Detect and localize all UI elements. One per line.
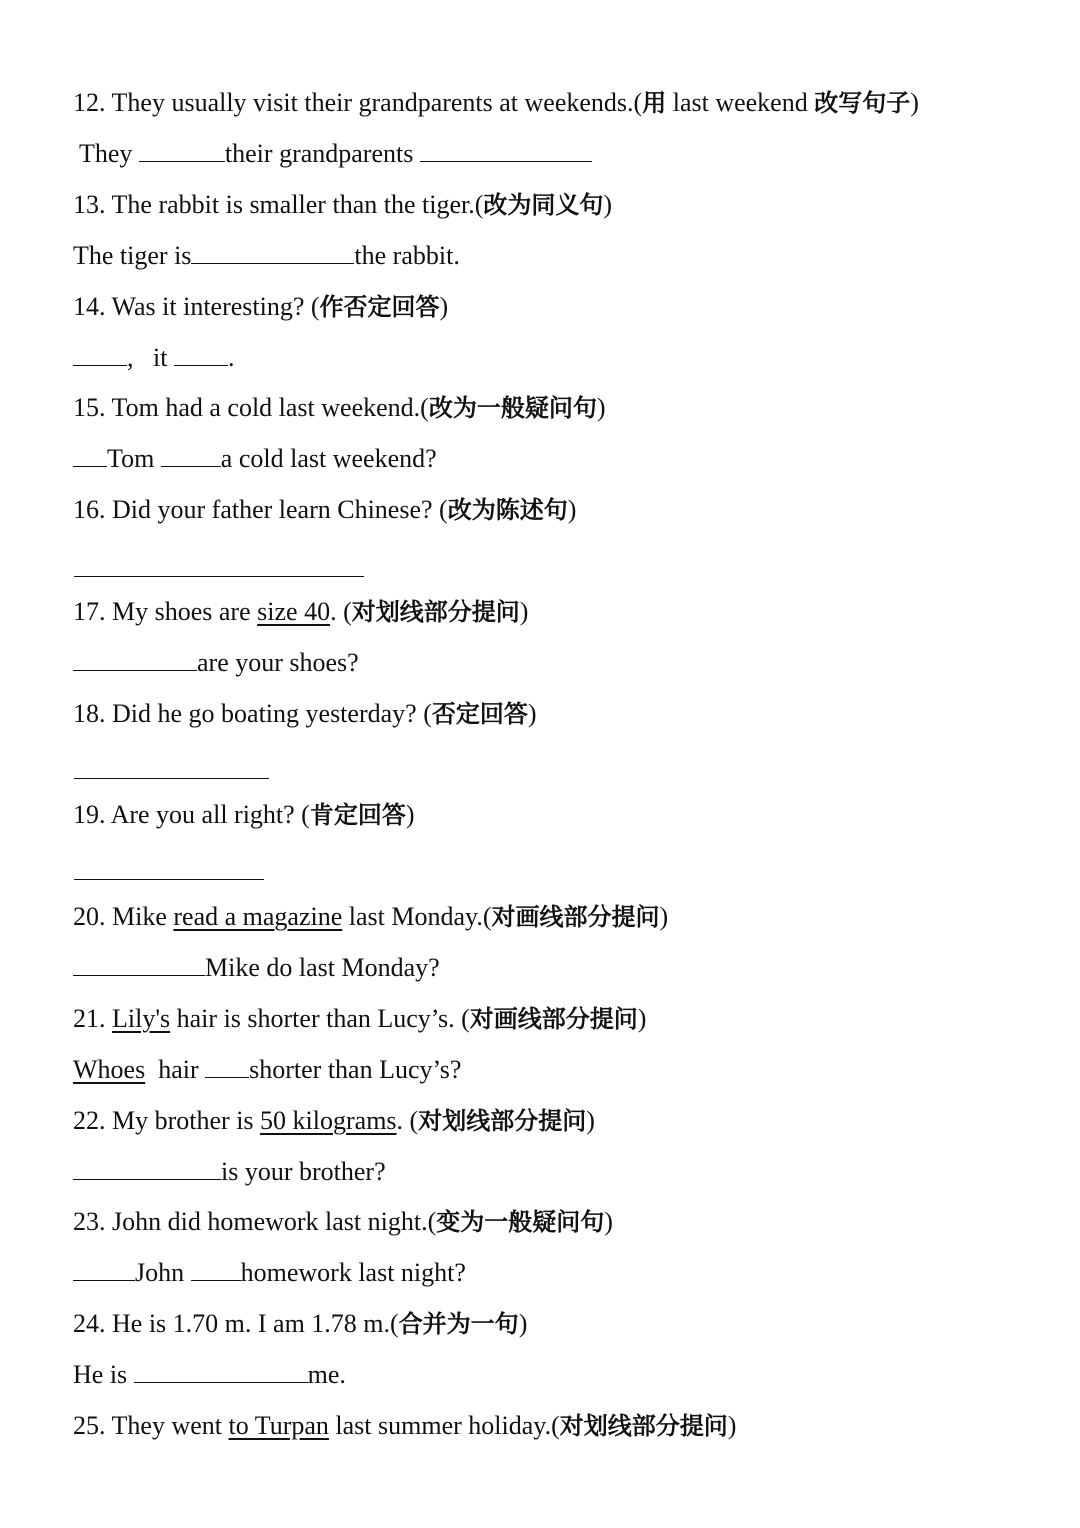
question-text: last summer holiday.(对划线部分提问): [335, 1411, 737, 1440]
question-number: 17.: [73, 597, 106, 626]
question-number: 24.: [73, 1309, 106, 1338]
question-number: 15.: [73, 393, 106, 422]
answer-text: homework last night?: [240, 1258, 466, 1287]
answer-blank[interactable]: [139, 139, 225, 162]
answer-text: their grandparents: [224, 139, 414, 168]
answer-blank[interactable]: [174, 343, 228, 366]
question-number: 14.: [73, 292, 106, 321]
question-number: 25.: [73, 1411, 106, 1440]
answer-blank[interactable]: [73, 1157, 221, 1180]
answer-14: [73, 343, 234, 373]
underlined-phrase: 50 kilograms: [260, 1106, 397, 1135]
answer-text: it: [153, 343, 168, 372]
answer-12: [79, 139, 592, 169]
answer-20: [73, 953, 440, 983]
answer-blank[interactable]: [73, 343, 127, 366]
answer-blank[interactable]: [191, 241, 354, 264]
question-number: 20.: [73, 902, 106, 931]
question-16: [73, 495, 576, 525]
question-22: [73, 1106, 595, 1136]
question-number: 16.: [73, 495, 106, 524]
answer-blank[interactable]: [73, 444, 107, 467]
question-text: last Monday.(对画线部分提问): [348, 902, 669, 931]
answer-text: John: [135, 1258, 185, 1287]
answer-text: The tiger is: [73, 241, 192, 270]
question-23: [73, 1207, 613, 1237]
question-text: . (对划线部分提问): [330, 597, 529, 626]
question-text: Did he go boating yesterday? (否定回答): [112, 699, 537, 728]
question-14: [73, 292, 448, 322]
answer-23: [73, 1258, 466, 1288]
question-text: He is 1.70 m. I am 1.78 m.(合并为一句): [112, 1309, 528, 1338]
answer-blank[interactable]: [73, 648, 197, 671]
question-text: Mike: [112, 902, 167, 931]
question-18: [73, 699, 537, 729]
question-number: 13.: [73, 190, 106, 219]
answer-21: [73, 1055, 461, 1085]
answer-24: [73, 1360, 346, 1390]
question-text: hair is shorter than Lucy’s. (对画线部分提问): [176, 1004, 647, 1033]
answer-text: hair: [158, 1055, 199, 1084]
question-20: [73, 902, 668, 932]
question-text: Was it interesting? (作否定回答): [111, 292, 449, 321]
answer-blank[interactable]: [73, 1258, 135, 1281]
question-number: 18.: [73, 699, 106, 728]
question-text: Tom had a cold last weekend.(改为一般疑问句): [111, 393, 606, 422]
answer-blank[interactable]: [73, 953, 205, 976]
answer-text: is your brother?: [221, 1157, 386, 1186]
question-text: They usually visit their grandparents at weekends.(用 last weekend 改写句子): [111, 88, 919, 117]
answer-blank[interactable]: [134, 1360, 308, 1383]
question-text: The rabbit is smaller than the tiger.(改为同义句): [111, 190, 613, 219]
question-text: Did your father learn Chinese? (改为陈述句): [112, 495, 577, 524]
answer-line-19[interactable]: [74, 879, 264, 880]
answer-blank[interactable]: [205, 1055, 249, 1078]
answer-17: [73, 648, 359, 678]
answer-blank[interactable]: [420, 139, 592, 162]
answer-line-18[interactable]: [74, 778, 269, 779]
question-text: My brother is: [112, 1106, 254, 1135]
question-21: [73, 1004, 646, 1034]
question-13: [73, 190, 612, 220]
question-19: [73, 800, 415, 830]
answer-text: shorter than Lucy’s?: [249, 1055, 462, 1084]
answer-text: Mike do last Monday?: [205, 953, 440, 982]
answer-line-16[interactable]: [74, 576, 364, 577]
answer-text: a cold last weekend?: [220, 444, 437, 473]
question-17: [73, 597, 528, 627]
answer-15: [73, 444, 437, 474]
question-number: 19.: [73, 800, 106, 829]
question-12: [73, 88, 919, 118]
answer-text: Whoes: [73, 1055, 146, 1084]
question-number: 21.: [73, 1004, 106, 1033]
question-text: John did homework last night.(变为一般疑问句): [112, 1207, 613, 1236]
question-number: 12.: [73, 88, 106, 117]
question-number: 22.: [73, 1106, 106, 1135]
answer-text: are your shoes?: [197, 648, 359, 677]
underlined-phrase: Lily's: [112, 1004, 171, 1033]
question-25: [73, 1411, 736, 1441]
question-text: My shoes are: [112, 597, 251, 626]
underlined-phrase: read a magazine: [173, 902, 343, 931]
question-text: They went: [111, 1411, 222, 1440]
question-15: [73, 393, 606, 423]
answer-text: He is: [73, 1360, 128, 1389]
question-text: . (对划线部分提问): [396, 1106, 595, 1135]
answer-text: me.: [307, 1360, 346, 1389]
answer-text: Tom: [107, 444, 155, 473]
answer-22: [73, 1157, 386, 1187]
question-24: [73, 1309, 527, 1339]
answer-text: They: [79, 139, 133, 168]
underlined-phrase: to Turpan: [228, 1411, 329, 1440]
answer-text: the rabbit.: [354, 241, 460, 270]
question-number: 23.: [73, 1207, 106, 1236]
answer-text: .: [227, 343, 235, 372]
underlined-phrase: size 40: [257, 597, 331, 626]
answer-13: [73, 241, 460, 271]
question-text: Are you all right? (肯定回答): [110, 800, 415, 829]
answer-text: ,: [127, 343, 134, 372]
answer-blank[interactable]: [191, 1258, 241, 1281]
answer-blank[interactable]: [161, 444, 221, 467]
